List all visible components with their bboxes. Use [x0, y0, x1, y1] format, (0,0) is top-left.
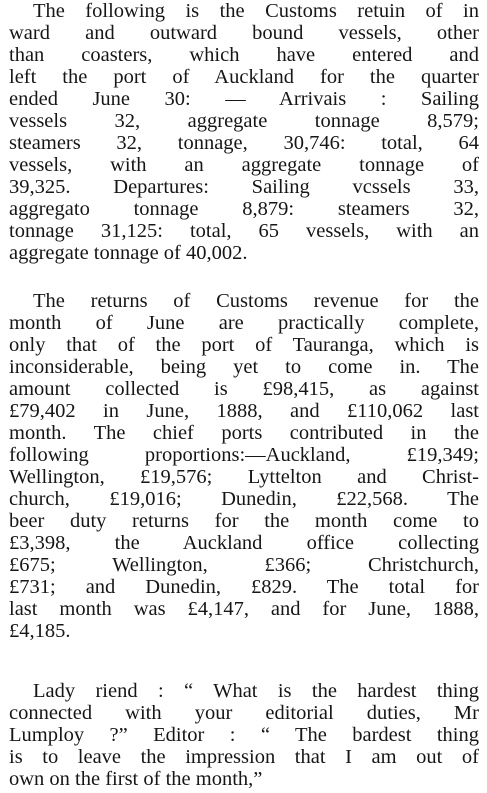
- text-line: month. The chief ports contributed in the: [9, 422, 479, 444]
- text-line: left the port of Auckland for the quarter: [9, 66, 479, 88]
- text-line: month of June are practically complete,: [9, 312, 479, 334]
- text-line: amount collected is £98,415, as against: [9, 378, 479, 400]
- text-line: £4,185.: [9, 620, 71, 642]
- text-line: tonnage 31,125: total, 65 vessels, with an: [9, 220, 479, 242]
- text-line: inconsiderable, being yet to come in. The: [9, 356, 479, 378]
- text-line: £79,402 in June, 1888, and £110,062 last: [9, 400, 479, 422]
- text-line: Wellington, £19,576; Lyttelton and Christ-: [9, 466, 479, 488]
- text-line: Lumploy ?” Editor : “ The bardest thing: [9, 724, 479, 746]
- text-line: own on the first of the month,”: [9, 768, 263, 790]
- text-line: £675; Wellington, £366; Christchurch,: [9, 554, 479, 576]
- text-line: church, £19,016; Dunedin, £22,568. The: [9, 488, 479, 510]
- customs-vessels-paragraph: [9, 0, 479, 264]
- editor-anecdote-paragraph: [9, 680, 479, 790]
- text-line: last month was £4,147, and for June, 1888,: [9, 598, 479, 620]
- text-line: vessels, with an aggregate tonnage of: [9, 154, 479, 176]
- text-line: Lady riend : “ What is the hardest thing: [33, 680, 479, 702]
- text-line: ward and outward bound vessels, other: [9, 22, 479, 44]
- text-line: ended June 30: — Arrivais : Sailing: [9, 88, 479, 110]
- text-line: £731; and Dunedin, £829. The total for: [9, 576, 479, 598]
- customs-revenue-paragraph: [9, 290, 479, 642]
- text-line: aggregate tonnage of 40,002.: [9, 242, 248, 264]
- text-line: 39,325. Departures: Sailing vcssels 33,: [9, 176, 479, 198]
- text-line: steamers 32, tonnage, 30,746: total, 64: [9, 132, 479, 154]
- text-line: aggregato tonnage 8,879: steamers 32,: [9, 198, 479, 220]
- text-line: connected with your editorial duties, Mr: [9, 702, 479, 724]
- text-line: only that of the port of Tauranga, which is: [9, 334, 479, 356]
- text-line: The following is the Customs retuin of in: [33, 0, 479, 22]
- text-line: following proportions:—Auckland, £19,349;: [9, 444, 479, 466]
- text-line: beer duty returns for the month come to: [9, 510, 479, 532]
- text-line: vessels 32, aggregate tonnage 8,579;: [9, 110, 479, 132]
- text-line: than coasters, which have entered and: [9, 44, 479, 66]
- text-line: The returns of Customs revenue for the: [33, 290, 479, 312]
- text-line: £3,398, the Auckland office collecting: [9, 532, 479, 554]
- text-line: is to leave the impression that I am out of: [9, 746, 479, 768]
